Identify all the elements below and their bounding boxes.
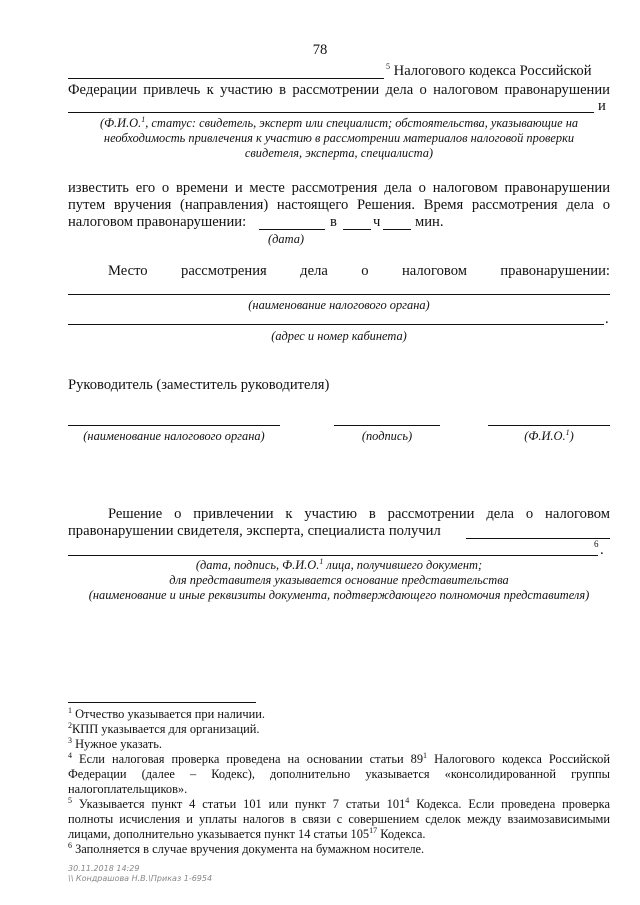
footnote-4-line2: Федерации (далее – Кодекс), дополнительно указывается «консолидированной группы: [68, 767, 610, 781]
intro-line2: Федерации привлечь к участию в рассмотрении дела о налоговом правонарушении: [68, 82, 610, 98]
blank-article-line: [68, 78, 384, 79]
caption-address: (адрес и номер кабинета): [271, 329, 407, 343]
system-stamp-line1: 30.11.2018 14:29: [68, 864, 140, 873]
footnote-6-num: 6: [68, 840, 72, 850]
footnote-5-line3-b: Кодекса.: [377, 827, 426, 841]
caption-received-line1: [68, 558, 610, 573]
notify-min-word: мин.: [415, 214, 444, 230]
caption-received-line2: для представителя указывается основание представительства: [169, 573, 509, 587]
blank-head-sign: [334, 425, 440, 426]
footnote-1-num: 1: [68, 705, 72, 715]
footnote-ref-6: 6: [594, 539, 599, 549]
footnote-3-num: 3: [68, 735, 72, 745]
caption-org: (наименование налогового органа): [248, 298, 430, 312]
head-title: Руководитель (заместитель руководителя): [68, 377, 330, 393]
footnote-5-line3-sup: 17: [369, 825, 378, 835]
notify-hour-word: ч: [373, 214, 381, 230]
notify-line2: путем вручения (направления) настоящего Решения. Время рассмотрения дела о: [68, 197, 610, 213]
footnote-ref-1: 1: [141, 114, 146, 124]
received-line1: Решение о привлечении к участию в рассмотрении дела о налоговом: [108, 506, 610, 522]
notify-line1: известить его о времени и месте рассмотрения дела о налоговом правонарушении: [68, 180, 610, 196]
footnote-5-num: 5: [68, 795, 72, 805]
received-period: .: [600, 542, 604, 558]
blank-head-fio: [488, 425, 610, 426]
footnote-ref-1: 1: [565, 427, 570, 437]
footnote-1-text: Отчество указывается при наличии.: [72, 707, 265, 721]
place-word-5: налоговом: [401, 263, 467, 279]
place-word-2: рассмотрения: [181, 263, 267, 279]
footnote-4-line1: [68, 752, 610, 767]
place-word-3: дела: [300, 263, 328, 279]
footnote-1: [68, 707, 265, 722]
blank-hour: [343, 229, 371, 230]
footnote-6: [68, 842, 424, 857]
footnote-5-sup: 4: [405, 795, 410, 805]
footnote-3: [68, 737, 162, 752]
caption-fio-rest: , статус: свидетель, эксперт или специалист; обстоятельства, указывающие на: [145, 116, 579, 130]
notify-line3-prefix: налоговом правонарушении:: [68, 214, 247, 230]
system-stamp-line2: \\ Кондрашова Н.В.\Приказ 1-6954: [68, 874, 213, 883]
caption-received-line3: (наименование и иные реквизиты документа, подтверждающего полномочия представителя): [88, 588, 590, 602]
caption-fio-open: (Ф.И.О.: [99, 116, 142, 130]
caption-head-sign: (подпись): [361, 429, 413, 443]
place-word-6: правонарушении:: [500, 263, 610, 279]
caption-fio-line2: необходимость привлечения к участию в рассмотрении материалов налоговой проверки: [103, 131, 575, 145]
footnote-3-text: Нужное указать.: [72, 737, 162, 751]
caption-head-fio-close: ): [569, 429, 574, 443]
notify-in-word: в: [330, 214, 337, 230]
footnote-ref-1: 1: [319, 556, 324, 566]
blank-address-line: [68, 324, 604, 325]
footnote-5-line3: [68, 827, 426, 842]
footnote-4-text-b: Налогового кодекса Российской: [427, 752, 610, 766]
place-word-4: о: [361, 263, 369, 279]
received-line2: правонарушении свидетеля, эксперта, специалиста получил: [68, 523, 441, 539]
footnote-6-text: Заполняется в случае вручения документа на бумажном носителе.: [72, 842, 425, 856]
footnote-4-text-a: Если налоговая проверка проведена на основании статьи 89: [72, 752, 424, 766]
footnote-2: [68, 722, 259, 737]
footnote-ref-5: 5: [386, 62, 390, 72]
place-word-1: Место: [108, 263, 148, 279]
footnote-5-line1: [68, 797, 610, 812]
intro-tail-text: Налогового кодекса Российской: [393, 63, 592, 79]
blank-head-org: [68, 425, 280, 426]
caption-date: (дата): [268, 232, 305, 246]
footnote-4-sup: 1: [423, 750, 428, 760]
conj-i: и: [598, 98, 606, 114]
blank-date: [259, 229, 325, 230]
caption-received-a: (дата, подпись, Ф.И.О.: [195, 558, 320, 572]
blank-org-line: [68, 294, 610, 295]
caption-head-org: (наименование налогового органа): [83, 429, 265, 443]
caption-fio-line3: свидетеля, эксперта, специалиста): [244, 146, 434, 160]
blank-received-long: [68, 555, 598, 556]
footnote-2-num: 2: [68, 720, 72, 730]
footnote-2-text: КПП указывается для организаций.: [72, 722, 260, 736]
place-line: [108, 263, 610, 280]
caption-head-fio: [488, 429, 610, 444]
address-period: .: [605, 311, 609, 327]
footnote-5-line2: полноты исчисления и уплаты налогов в связи с совершением сделок между взаимозависимыми: [68, 812, 610, 826]
footnote-5-line3-a: лицами, дополнительно указывается пункт 14 статьи 105: [68, 827, 370, 841]
footnote-4-num: 4: [68, 750, 72, 760]
blank-minutes: [383, 229, 411, 230]
footnote-5-text-a: Указывается пункт 4 статьи 101 или пункт 7 статьи 101: [72, 797, 406, 811]
footnote-5-text-b: Кодекса. Если проведена проверка: [409, 797, 611, 811]
blank-received-short: [466, 538, 610, 539]
caption-received-b: лица, получившего документ;: [323, 558, 483, 572]
footnote-separator: [68, 702, 256, 703]
caption-head-fio-text: (Ф.И.О.: [524, 429, 566, 443]
blank-person-line: [68, 112, 594, 113]
page-number: 78: [312, 42, 328, 58]
intro-line1-tail: [386, 63, 592, 80]
caption-fio-line1: [68, 116, 610, 131]
footnote-4-line3: налогоплательщиков».: [68, 782, 188, 796]
